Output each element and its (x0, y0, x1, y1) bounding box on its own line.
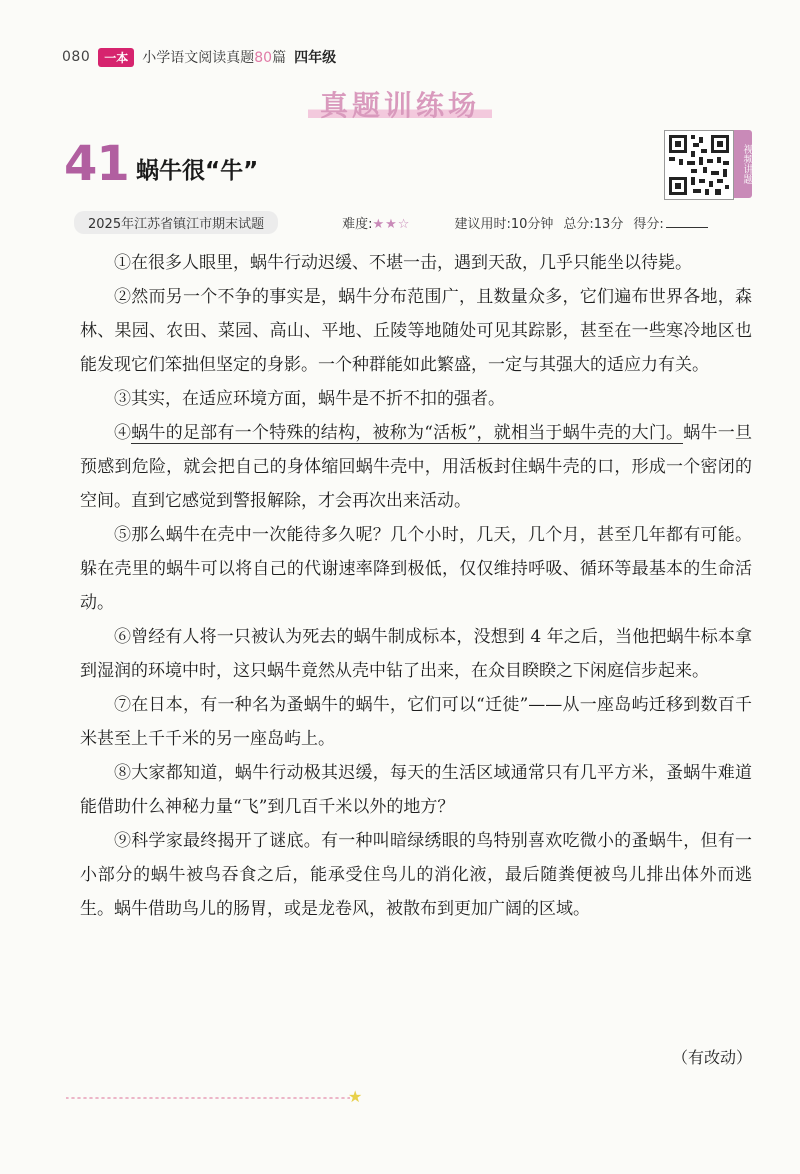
lesson-number: 41 (64, 136, 129, 192)
qr-code[interactable] (664, 130, 734, 200)
exam-source: 2025年江苏省镇江市期末试题 (74, 211, 278, 234)
article-body (80, 246, 752, 926)
book-title: 小学语文阅读真题 (142, 50, 255, 66)
paragraph-9: ⑨科学家最终揭开了谜底。有一种叫暗绿绣眼的鸟特别喜欢吃微小的蚤蜗牛，但有一小部分的蜗牛被鸟吞食之后，能承受住鸟儿的消化液，最后随粪便被鸟儿排出体外而逃生。蜗牛借助鸟儿的肠胃，或是龙卷风，被散布到更加广阔的区域。 (80, 831, 752, 919)
paragraph-6: ⑥曾经有人将一只被认为死去的蜗牛制成标本，没想到 4 年之后，当他把蜗牛标本拿到湿润的环境中时，这只蜗牛竟然从壳中钻了出来，在众目睽睽之下闲庭信步起来。 (80, 627, 752, 681)
star-icon: ★ (348, 1087, 363, 1106)
paragraph-7: ⑦在日本，有一种名为蚤蜗牛的蜗牛，它们可以“迁徙”——从一座岛屿迁移到数百千米甚至上千千米的另一座岛屿上。 (80, 695, 752, 749)
score-field (633, 213, 707, 232)
grade-label: 四年级 (294, 50, 337, 66)
paragraph-1: ①在很多人眼里，蜗牛行动迟缓、不堪一击，遇到天敌，几乎只能坐以待毙。 (114, 253, 692, 273)
book-title-line (142, 47, 286, 67)
book-unit: 篇 (272, 50, 287, 66)
adaptation-note: （有改动） (671, 1048, 752, 1067)
qr-video-tag: 视频讲题 (734, 130, 752, 198)
underlined-sentence: 蜗牛的足部有一个特殊的结构，被称为“活板”，就相当于蜗牛壳的大门。 (131, 423, 684, 443)
paragraph-3: ③其实，在适应环境方面，蜗牛是不折不扣的强者。 (114, 389, 505, 409)
difficulty (342, 213, 410, 232)
difficulty-stars-icon: ★★☆ (372, 216, 411, 232)
qr-code-icon (665, 131, 733, 199)
paragraph-4 (80, 416, 752, 518)
paragraph-4-number: ④ (114, 423, 132, 443)
score-label: 得分: (633, 216, 664, 232)
suggested-time: 建议用时:10分钟 (454, 216, 554, 232)
difficulty-label: 难度: (342, 216, 373, 232)
total-score: 总分:13分 (563, 216, 624, 232)
section-title: 真题训练场 (0, 84, 800, 124)
page-number: 080 (62, 49, 91, 65)
page-header (62, 44, 336, 70)
paragraph-8: ⑧大家都知道，蜗牛行动极其迟缓，每天的生活区域通常只有几平方米，蚤蜗牛难道能借助什么神秘力量“飞”到几百千米以外的地方？ (80, 763, 752, 817)
score-blank[interactable] (666, 215, 708, 228)
lesson-title: 蜗牛很“牛” (136, 158, 259, 184)
footer-dotted-line (66, 1094, 350, 1102)
book-count: 80 (254, 50, 273, 66)
paragraph-4-rest: 蜗牛一旦预感到危险，就会把自己的身体缩回蜗牛壳中，用活板封住蜗牛壳的口，形成一个密闭的空间。直到它感觉到警报解除，才会再次出来活动。 (80, 423, 752, 511)
exercise-info-bar (74, 211, 766, 233)
paragraph-2: ②然而另一个不争的事实是，蜗牛分布范围广，且数量众多，它们遍布世界各地，森林、果园、农田、菜园、高山、平地、丘陵等地随处可见其踪影，甚至在一些寒冷地区也能发现它们笨拙但坚定的身影。一个种群能如此繁盛，一定与其强大的适应力有关。 (80, 287, 752, 375)
brand-badge: 一本 (98, 48, 134, 67)
paragraph-5: ⑤那么蜗牛在壳中一次能待多久呢？几个小时，几天，几个月，甚至几年都有可能。躲在壳里的蜗牛可以将自己的代谢速率降到极低，仅仅维持呼吸、循环等最基本的生命活动。 (80, 525, 752, 613)
